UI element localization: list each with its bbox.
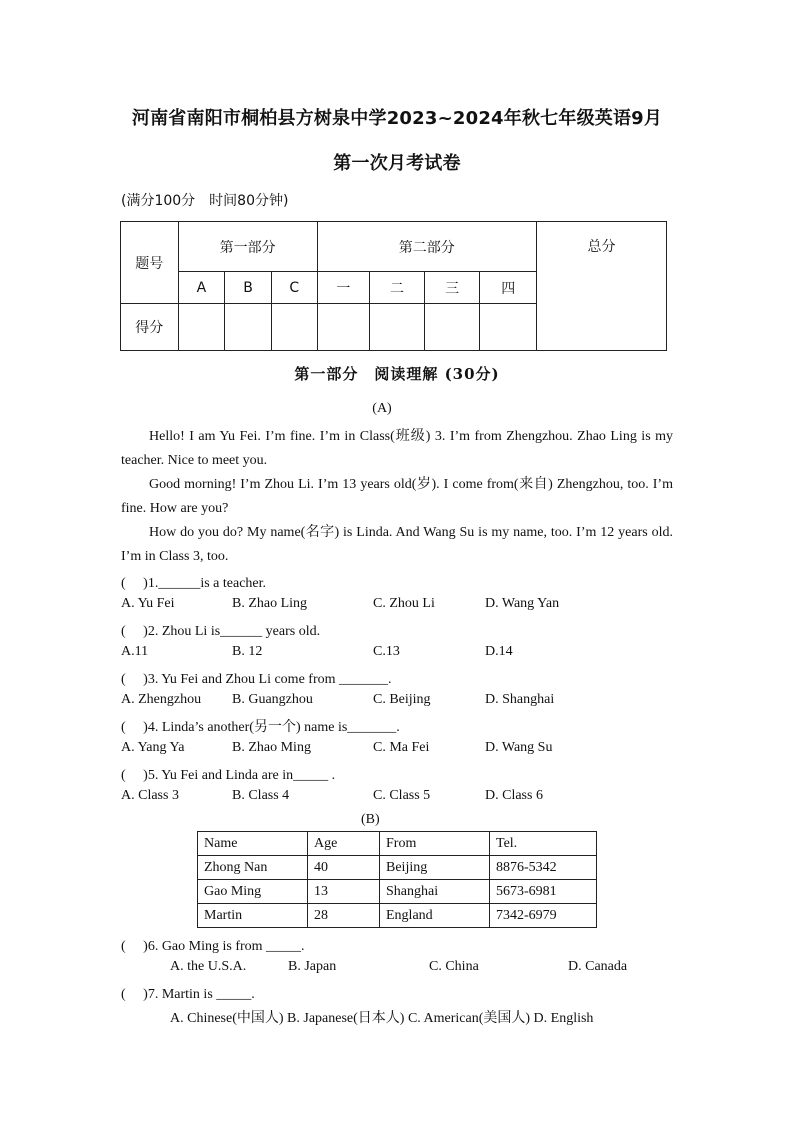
question-3-option-c: C. Beijing: [373, 692, 431, 707]
score-cell-1: [317, 304, 370, 351]
cell-tel: 5673-6981: [490, 880, 597, 904]
cell-from: England: [380, 904, 490, 928]
sub-col-a: A: [178, 272, 225, 304]
question-2-stem: ( )2. Zhou Li is______ years old.: [121, 624, 321, 639]
question-3-option-d: D. Shanghai: [485, 692, 555, 707]
passage-a-paragraph-1: Hello! I am Yu Fei. I’m fine. I’m in Class(班级) 3. I’m from Zhengzhou. Zhao Ling is my teacher. Nice to meet you.: [121, 429, 673, 468]
part1-header: 第一部分: [178, 222, 317, 272]
question-2-option-a: A.11: [121, 644, 149, 659]
score-cell-3: [424, 304, 480, 351]
row-header-cell: 题号: [121, 222, 179, 304]
header-tel: Tel.: [490, 832, 597, 856]
cell-age: 28: [308, 904, 380, 928]
question-2-option-c: C.13: [373, 644, 400, 659]
cell-tel: 7342-6979: [490, 904, 597, 928]
question-3-stem: ( )3. Yu Fei and Zhou Li come from _______.: [121, 672, 392, 687]
question-6-option-c: C. China: [429, 959, 479, 974]
question-1-stem: ( )1.______is a teacher.: [121, 576, 267, 591]
sub-col-4: 四: [480, 272, 537, 304]
passage-a-paragraph-2: Good morning! I’m Zhou Li. I’m 13 years old(岁). I come from(来自) Zhengzhou, too. I’m fine. How are you?: [121, 477, 673, 516]
score-cell-4: [480, 304, 537, 351]
table-row: [198, 880, 597, 904]
question-6-option-a: A. the U.S.A.: [170, 959, 247, 974]
score-table: [120, 221, 667, 351]
cell-from: Shanghai: [380, 880, 490, 904]
header-age: Age: [308, 832, 380, 856]
question-1-option-c: C. Zhou Li: [373, 596, 435, 611]
question-1-option-d: D. Wang Yan: [485, 596, 560, 611]
cell-name: Zhong Nan: [198, 856, 308, 880]
cell-age: 13: [308, 880, 380, 904]
cell-tel: 8876-5342: [490, 856, 597, 880]
question-2-option-b: B. 12: [232, 644, 263, 659]
score-cell-b: [225, 304, 272, 351]
question-5-option-a: A. Class 3: [121, 788, 179, 803]
table-row: [198, 904, 597, 928]
question-4-option-b: B. Zhao Ming: [232, 740, 311, 755]
cell-from: Beijing: [380, 856, 490, 880]
question-4-option-a: A. Yang Ya: [121, 740, 185, 755]
sub-col-2: 二: [370, 272, 425, 304]
cell-age: 40: [308, 856, 380, 880]
question-5-option-d: D. Class 6: [485, 788, 543, 803]
question-6-stem: ( )6. Gao Ming is from _____.: [121, 939, 305, 954]
sub-col-c: C: [271, 272, 317, 304]
sub-col-3: 三: [424, 272, 480, 304]
question-6-option-d: D. Canada: [568, 959, 628, 974]
question-2-option-d: D.14: [485, 644, 513, 659]
passage-a-label: (A): [372, 401, 392, 416]
info-table: [197, 831, 597, 928]
header-from: From: [380, 832, 490, 856]
sub-col-b: B: [225, 272, 272, 304]
table-row: [198, 832, 597, 856]
question-7-options: A. Chinese(中国人) B. Japanese(日本人) C. American(美国人) D. English: [170, 1011, 594, 1026]
part2-header: 第二部分: [317, 222, 536, 272]
cell-name: Gao Ming: [198, 880, 308, 904]
question-1-option-b: B. Zhao Ling: [232, 596, 308, 611]
question-3-option-a: A. Zhengzhou: [121, 692, 202, 707]
question-7-stem: ( )7. Martin is _____.: [121, 987, 255, 1002]
question-5-option-b: B. Class 4: [232, 788, 290, 803]
exam-title-line2: 第一次月考试卷: [333, 153, 461, 174]
question-4-stem: ( )4. Linda’s another(另一个) name is_______.: [121, 720, 400, 735]
exam-title-line1: 河南省南阳市桐柏县方树泉中学2023~2024年秋七年级英语9月: [131, 108, 663, 129]
question-4-option-c: C. Ma Fei: [373, 740, 430, 755]
passage-b-label: (B): [361, 812, 380, 827]
question-4-option-d: D. Wang Su: [485, 740, 553, 755]
sub-col-1: 一: [317, 272, 370, 304]
exam-info: (满分100分 时间80分钟): [121, 193, 289, 209]
passage-a-paragraph-3: How do you do? My name(名字) is Linda. And Wang Su is my name, too. I’m 12 years old. I’m in Class 3, too.: [121, 525, 673, 564]
question-5-option-c: C. Class 5: [373, 788, 431, 803]
score-cell-c: [271, 304, 317, 351]
score-label: 得分: [121, 304, 179, 351]
question-3-option-b: B. Guangzhou: [232, 692, 313, 707]
header-name: Name: [198, 832, 308, 856]
question-5-stem: ( )5. Yu Fei and Linda are in_____ .: [121, 768, 336, 783]
total-header: 总分: [537, 222, 667, 351]
question-1-option-a: A. Yu Fei: [121, 596, 175, 611]
question-6-option-b: B. Japan: [288, 959, 337, 974]
cell-name: Martin: [198, 904, 308, 928]
score-cell-a: [178, 304, 225, 351]
table-row: [198, 856, 597, 880]
score-cell-2: [370, 304, 425, 351]
section1-title: 第一部分 阅读理解 (30分): [294, 365, 500, 383]
